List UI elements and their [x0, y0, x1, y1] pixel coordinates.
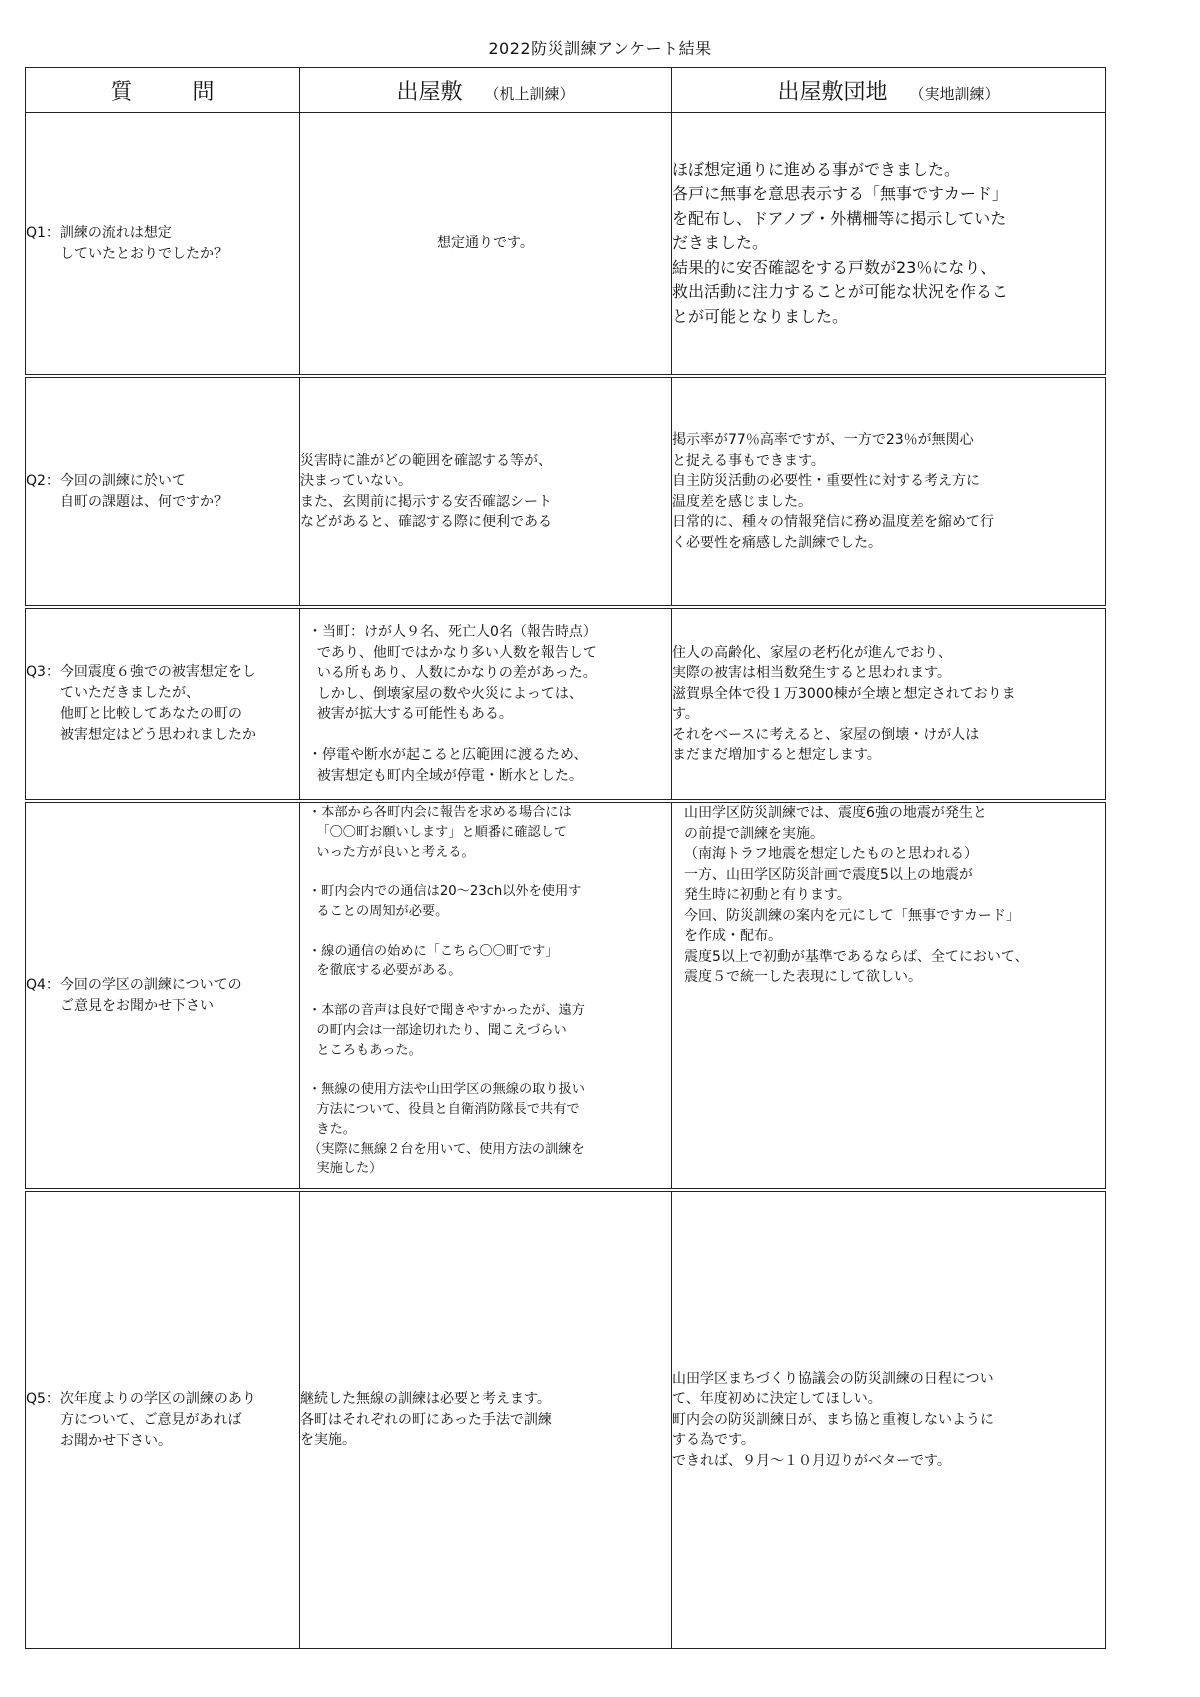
table-row [26, 113, 1106, 377]
answer-cell-col2: ほぼ想定通りに進める事ができました。 各戸に無事を意思表示する「無事ですカード」 を配布し、ドアノブ・外構柵等に掲示していた だきました。 結果的に安否確認をする戸数が23％になり、 救出活動に注力することが可能な状況を作るこ とが可能となりました。 [672, 113, 1106, 377]
header-question-label: 質問 [110, 79, 275, 105]
answer-cell-col2: 掲示率が77％高率ですが、一方で23％が無関心 と捉える事もできます。 自主防災活動の必要性・重要性に対する考え方に 温度差を感じました。 日常的に、種々の情報発信に務め温度差を縮めて行 く必要性を痛感した訓練でした。 [672, 376, 1106, 607]
table-row [26, 801, 1106, 1190]
question-cell [26, 376, 300, 607]
table-row [26, 1190, 1106, 1649]
header-question [26, 68, 300, 113]
header-col2-sub: （実地訓練） [909, 84, 1000, 103]
question-text: Q1：訓練の流れは想定 していたとおりでしたか？ [26, 224, 228, 262]
answer-cell-col1: ・本部から各町内会に報告を求める場合には 「〇〇町お願いします」と順番に確認して いった方が良いと考える。 ・町内会内での通信は20～23ch以外を使用す ることの周知が必要。 ・線の通信の始めに「こちら〇〇町です」 を徹底する必要がある。 ・本部の音声は良好で聞きやすかったが、遠方 の町内会は一部途切れたり、聞こえづらい ところもあった。 ・無線の使用方法や山田学区の無線の取り扱い 方法について、役員と自衛消防隊長で共有で きた。 （実際に無線２台を用いて、使用方法の訓練を 実施した） [300, 801, 672, 1190]
answer-cell-col2: 住人の高齢化、家屋の老朽化が進んでおり、 実際の被害は相当数発生すると思われます。 滋賀県全体で役１万3000棟が全壊と想定されておりま す。 それをベースに考えると、家屋の倒壊・けが人は まだまだ増加すると想定します。 [672, 607, 1106, 801]
question-text: Q2：今回の訓練に於いて 自町の課題は、何ですか？ [26, 472, 228, 510]
question-text: Q5：次年度よりの学区の訓練のあり 方について、ご意見があれば お聞かせ下さい。 [26, 1390, 256, 1449]
answer-cell-col2: 山田学区まちづくり協議会の防災訓練の日程につい て、年度初めに決定してほしい。 町内会の防災訓練日が、まち協と重複しないように する為です。 できれば、９月～１０月辺りがベターです。 [672, 1190, 1106, 1649]
header-col1-main: 出屋敷 [396, 79, 463, 105]
answer-cell-col1: 災害時に誰がどの範囲を確認する等が、 決まっていない。 また、玄関前に掲示する安否確認シート などがあると、確認する際に便利である [300, 376, 672, 607]
question-cell [26, 607, 300, 801]
answer-cell-col1: ・当町：けが人９名、死亡人0名（報告時点） であり、他町ではかなり多い人数を報告して いる所もあり、人数にかなりの差があった。 しかし、倒壊家屋の数や火災によっては、 被害が拡大する可能性もある。 ・停電や断水が起こると広範囲に渡るため、 被害想定も町内全域が停電・断水とした。 [300, 607, 672, 801]
question-cell [26, 113, 300, 377]
answer-cell-col1: 想定通りです。 [300, 113, 672, 377]
question-text: Q3：今回震度６強での被害想定をし ていただきましたが、 他町と比較してあなたの町の 被害想定はどう思われましたか [26, 664, 256, 743]
header-col1 [300, 68, 672, 113]
header-col2 [672, 68, 1106, 113]
header-col1-sub: （机上訓練） [484, 84, 575, 103]
question-cell [26, 1190, 300, 1649]
header-col2-main: 出屋敷団地 [777, 79, 888, 105]
table-row [26, 376, 1106, 607]
document-title: 2022防災訓練アンケート結果 [488, 39, 712, 58]
table-row [26, 607, 1106, 801]
answer-cell-col1: 継続した無線の訓練は必要と考えます。 各町はそれぞれの町にあった手法で訓練 を実施。 [300, 1190, 672, 1649]
header-row [26, 68, 1106, 113]
question-text: Q4：今回の学区の訓練についての ご意見をお聞かせ下さい [26, 976, 242, 1014]
answer-cell-col2: 山田学区防災訓練では、震度6強の地震が発生と の前提で訓練を実施。 （南海トラフ地震を想定したものと思われる） 一方、山田学区防災計画で震度5以上の地震が 発生時に初動と有ります。 今回、防災訓練の案内を元にして「無事ですカード」 を作成・配布。 震度5以上で初動が基準であるならば、全てにおいて、 震度５で統一した表現にして欲しい。 [672, 801, 1106, 1190]
survey-results-table [25, 67, 1106, 1649]
question-cell [26, 801, 300, 1190]
